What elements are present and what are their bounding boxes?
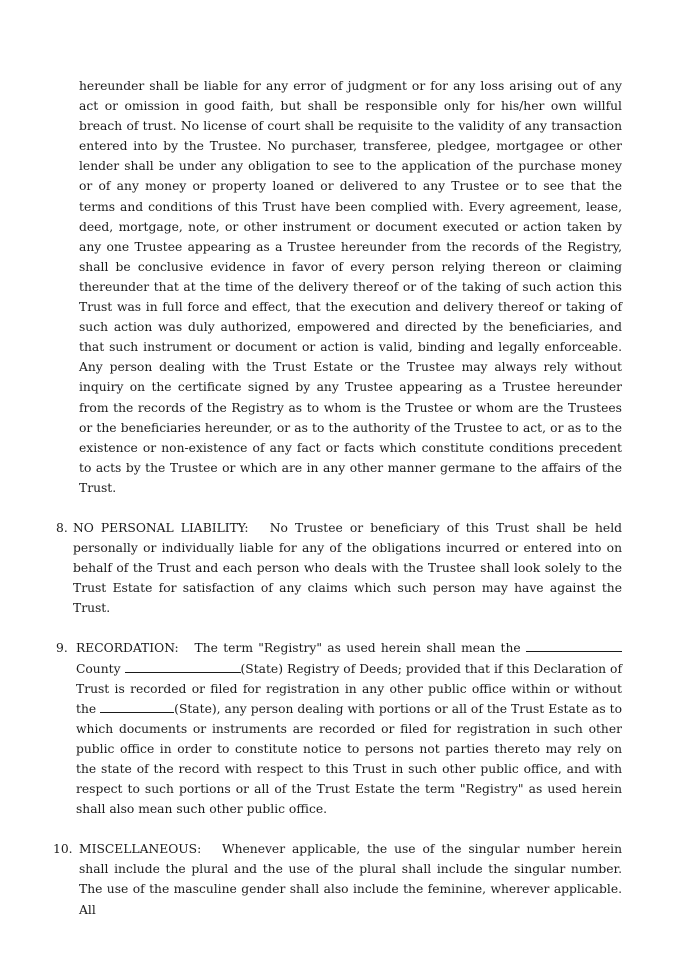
continued-paragraph: hereunder shall be liable for any error of judgment or for any loss arising out of any act or omission in good faith, but shall be responsible only for his/her own willful breach of trust. No license of court shall be requisite to the validity of any transaction entered into by the Trustee. No purchaser, transferee, pledgee, mortgagee or other lender shall be under any obligation to see to the application of the purchase money or of any money or property loaned or delivered to any Trustee or to see that the terms and conditions of this Trust have been complied with. Every agreement, lease, deed, mortgage, note, or other instrument or document executed or action taken by any one Trustee appearing as a Trustee hereunder from the records of the Registry, shall be conclusive evidence in favor of every person relying thereon or claiming thereunder that at the time of the delivery thereof or of the taking of such action this Trust was in full force and effect, that the execution and delivery thereof or taking of such action was duly authorized, empowered and directed by the beneficiaries, and that such instrument or document or action is valid, binding and legally enforceable. Any person dealing with the Trust Estate or the Trustee may always rely without inquiry on the certificate signed by any Trustee appearing as a Trustee hereunder from the records of the Registry as to whom is the Trustee or whom are the Trustees or the beneficiaries hereunder, or as to the authority of the Trustee to act, or as to the existence or non-existence of any fact or facts which constitute conditions precedent to acts by the Trustee or which are in any other manner germane to the affairs of the Trust. [79,79,622,495]
section-body: Whenever applicable, the use of the singular number herein shall include the plural and the use of the plural shall include the singular number. The use of the masculine gender shall also include the feminine, wherever applicable. All [79,842,623,917]
section-text [73,518,622,618]
section-number: 8. [56,520,68,535]
section-heading: MISCELLANEOUS: [79,842,202,857]
state-name-blank [100,700,174,713]
section-heading: NO PERSONAL LIABILITY: [73,520,249,535]
section-body-part: (State), any person dealing with portions or all of the Trust Estate as to which documents or instruments are recorded or filed for registration in such other public office in order to constitute notice to persons not parties thereto may rely on the state of the record with respect to this Trust in such other public office, and with respect to such portions or all of the Trust Estate the term "Registry" as used herein shall also mean such other public office. [76,701,622,817]
section-number: 9. [56,641,68,656]
section-text [76,638,622,819]
section-body: No Trustee or beneficiary of this Trust shall be held personally or individually liable for any of the obligations incurred or entered into on behalf of the Trust and each person who deals with the Trustee shall look solely to the Trust Estate for satisfaction of any claims which such person may have against the Trust. [73,520,622,616]
section-heading: RECORDATION: [76,641,179,656]
registry-name-blank [526,639,622,652]
section-body-part: The term "Registry" as used herein shall mean the [194,641,521,656]
section-no-personal-liability [56,518,622,618]
section-text [79,839,622,919]
county-name-blank [125,660,241,673]
section-body-part: (State) Registry of Deeds; provided that if this Declaration of Trust is recorded or filed for registration in any other public office within or without the [76,661,622,716]
section-number: 10. [53,842,73,857]
section-body-part: County [76,661,121,676]
section-recordation [56,638,622,819]
section-miscellaneous [53,839,623,919]
